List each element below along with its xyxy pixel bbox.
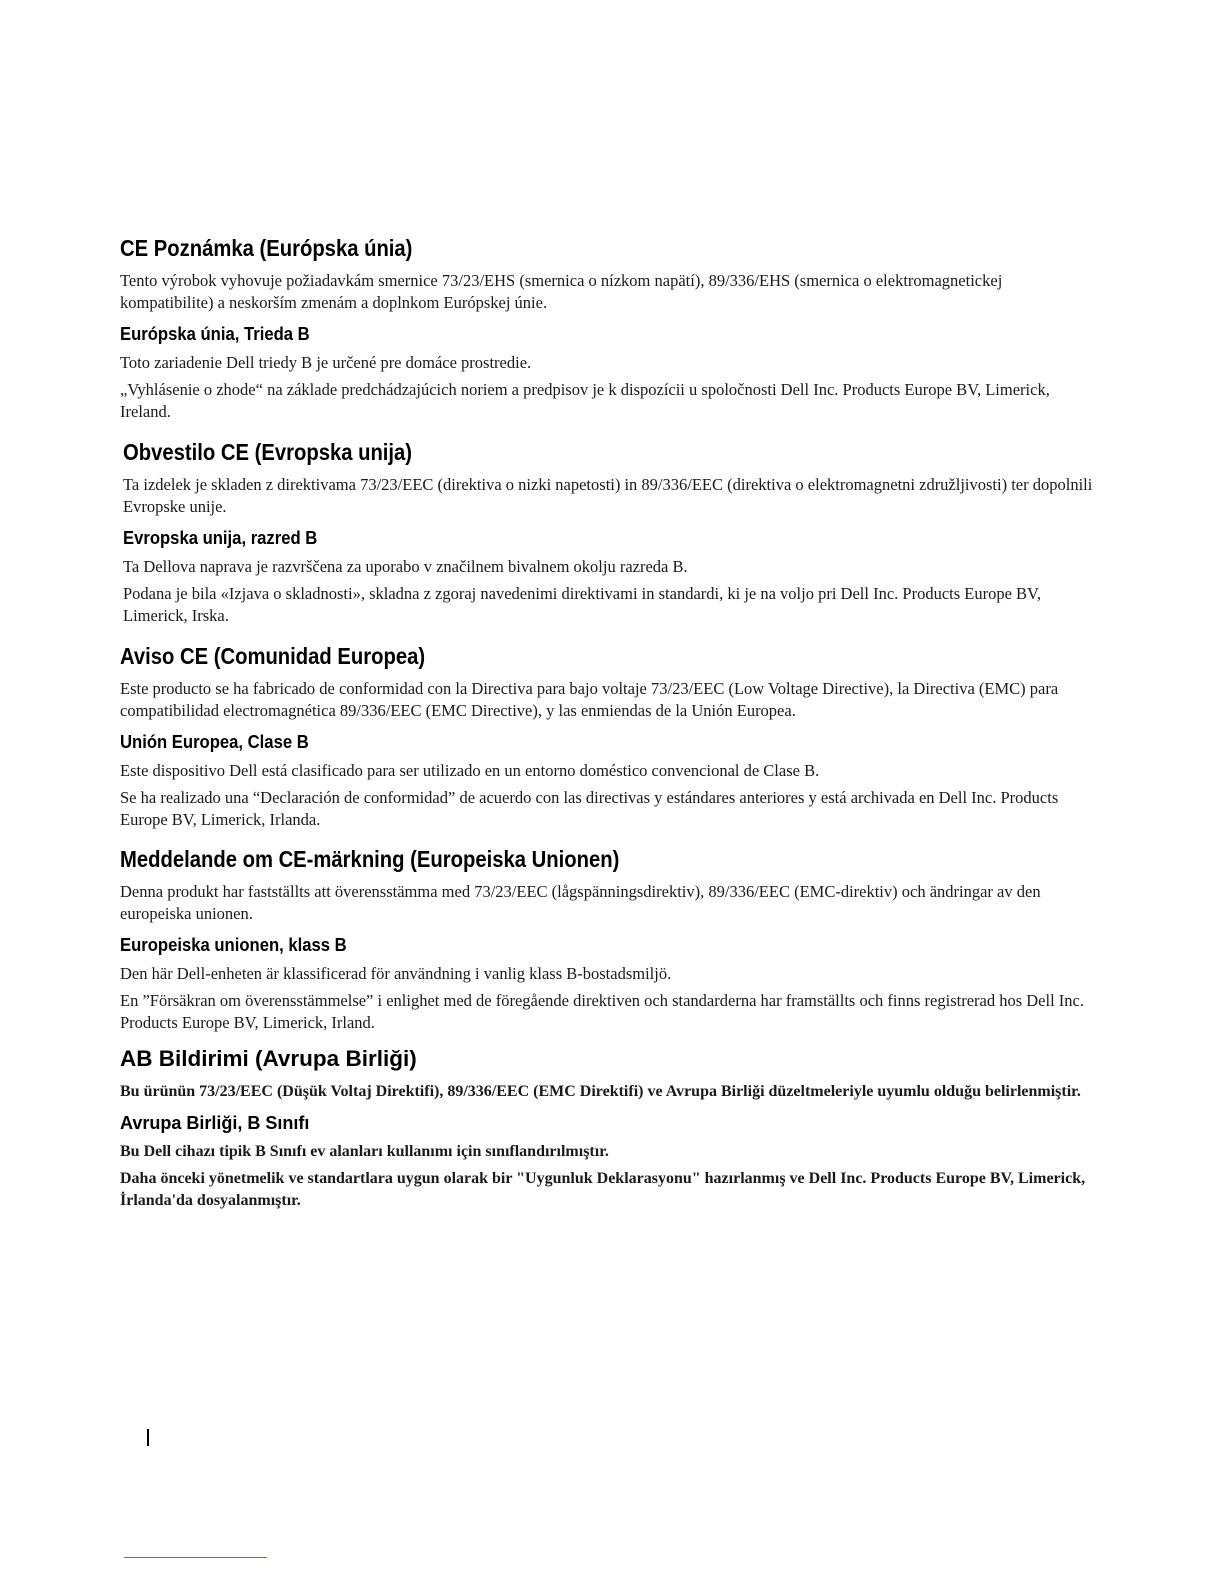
section-subheading: Unión Europea, Clase B <box>120 731 309 752</box>
section-turkish <box>120 1045 1090 1212</box>
section-paragraph: Este dispositivo Dell está clasificado para ser utilizado en un entorno doméstico convencional de Clase B. <box>120 761 820 780</box>
section-paragraph: Se ha realizado una “Declaración de conformidad” de acuerdo con las directivas y estándares anteriores y está archivada en Dell Inc. Products Europe BV, Limerick, Irlanda. <box>120 788 1059 829</box>
section-paragraph: „Vyhlásenie o zhode“ na základe predchádzajúcich noriem a predpisov je k dispozícii u spoločnosti Dell Inc. Products Europe BV, Limerick, Ireland. <box>120 380 1050 421</box>
section-paragraph: Den här Dell-enheten är klassificerad för användning i vanlig klass B-bostadsmiljö. <box>120 964 672 983</box>
section-paragraph: Podana je bila «Izjava o skladnosti», skladna z zgoraj navedenimi direktivami in standardi, ki je na voljo pri Dell Inc. Products Europe BV, Limerick, Irska. <box>123 584 1041 625</box>
section-slovak <box>120 234 1090 423</box>
section-heading: Obvestilo CE (Evropska unija) <box>123 439 413 465</box>
section-subheading: Evropska unija, razred B <box>123 527 318 548</box>
section-spanish <box>120 642 1090 831</box>
section-paragraph: En ”Försäkran om överensstämmelse” i enlighet med de föregående direktiven och standarderna har framställts och finns registrerad hos Dell Inc. Products Europe BV, Limerick, Irland. <box>120 991 1084 1032</box>
section-paragraph: Denna produkt har fastställts att överensstämma med 73/23/EEC (lågspänningsdirektiv), 89/336/EEC (EMC-direktiv) och ändringar av den europeiska unionen. <box>120 882 1041 923</box>
section-swedish <box>120 845 1090 1034</box>
section-paragraph: Ta Dellova naprava je razvrščena za uporabo v značilnem bivalnem okolju razreda B. <box>123 557 688 576</box>
section-paragraph: Toto zariadenie Dell triedy B je určené pre domáce prostredie. <box>120 353 532 372</box>
section-subheading: Europeiska unionen, klass B <box>120 934 347 955</box>
section-subheading: Avrupa Birliği, B Sınıfı <box>120 1113 310 1133</box>
page-margin-bar <box>147 1429 149 1446</box>
section-heading: Aviso CE (Comunidad Europea) <box>120 643 426 669</box>
section-paragraph: Este producto se ha fabricado de conformidad con la Directiva para bajo voltaje 73/23/EEC (Low Voltage Directive), la Directiva (EMC) para compatibilidad electromagnética 89/336/EEC (EMC Directive), y las enmiendas de la Unión Europea. <box>120 679 1059 720</box>
section-paragraph: Bu Dell cihazı tipik B Sınıfı ev alanları kullanımı için sınıflandırılmıştır. <box>120 1143 609 1160</box>
section-paragraph: Bu ürünün 73/23/EEC (Düşük Voltaj Direktifi), 89/336/EEC (EMC Direktifi) ve Avrupa Birliği düzeltmeleriyle uyumlu olduğu belirlenmiştir. <box>120 1083 1081 1100</box>
section-slovenian <box>123 438 1093 627</box>
section-paragraph: Ta izdelek je skladen z direktivama 73/23/EEC (direktiva o nizki napetosti) in 89/336/EEC (direktiva o elektromagnetni združljivosti) ter dopolnili Evropske unije. <box>123 475 1093 516</box>
section-heading: CE Poznámka (Európska únia) <box>120 235 413 261</box>
section-paragraph: Daha önceki yönetmelik ve standartlara uygun olarak bir "Uygunluk Deklarasyonu" hazırlanmış ve Dell Inc. Products Europe BV, Limerick, İrlanda'da dosyalanmıştır. <box>120 1170 1086 1209</box>
section-subheading: Európska únia, Trieda B <box>120 323 310 344</box>
section-heading: AB Bildirimi (Avrupa Birliği) <box>120 1046 417 1071</box>
section-paragraph: Tento výrobok vyhovuje požiadavkám smernice 73/23/EHS (smernica o nízkom napätí), 89/336/EHS (smernica o elektromagnetickej kompatibilite) a neskorším zmenám a doplnkom Európskej únie. <box>120 271 1003 312</box>
footer-rule <box>124 1557 267 1558</box>
section-heading: Meddelande om CE-märkning (Europeiska Unionen) <box>120 846 620 872</box>
